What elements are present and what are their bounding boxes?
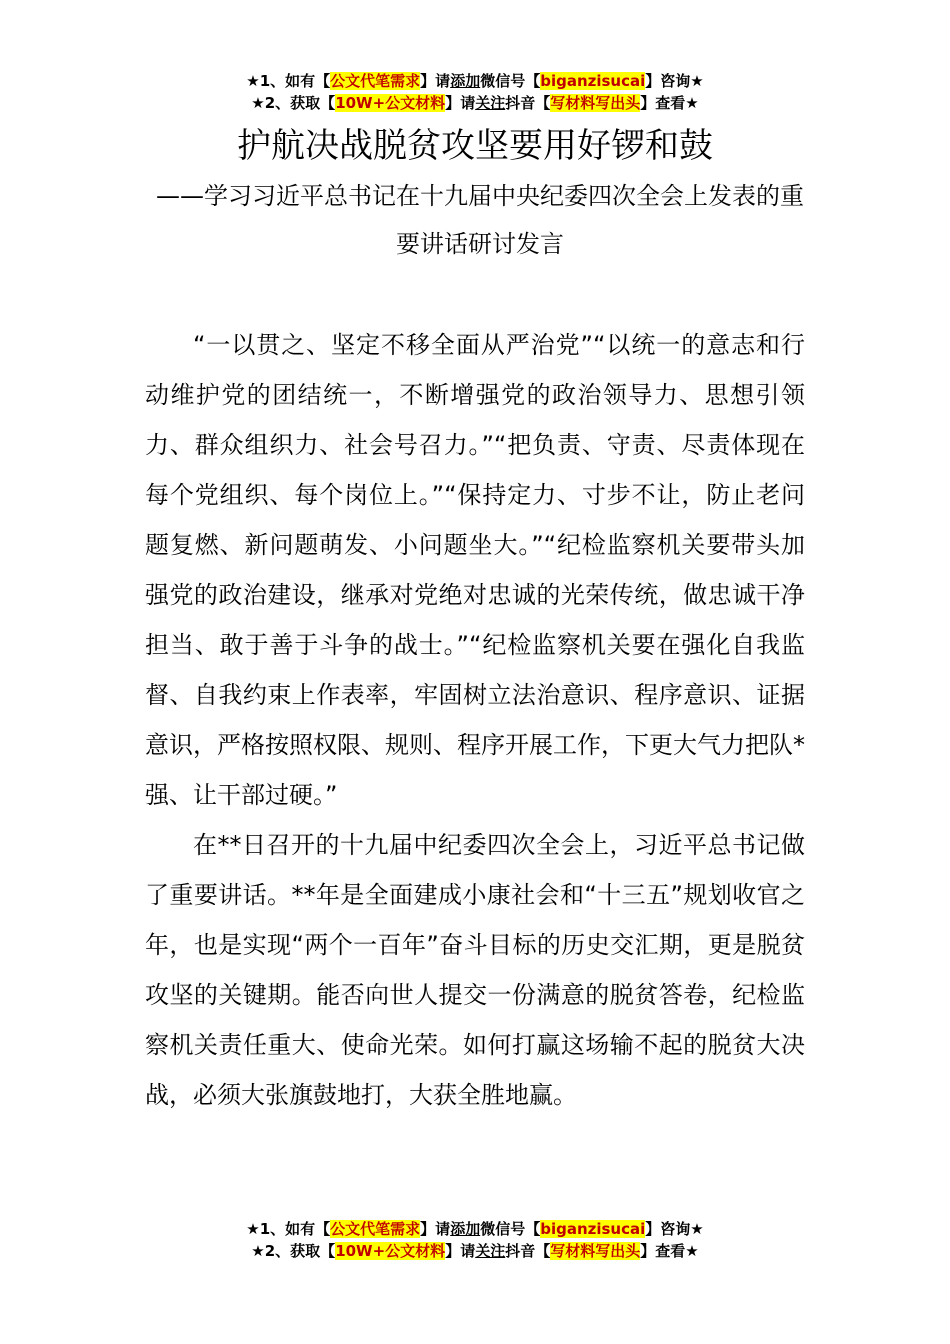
promo-line-2: ★2、获取【10W+公文材料】请关注抖音【写材料写出头】查看★: [251, 94, 699, 112]
service-highlight: 公文代笔需求: [330, 1220, 421, 1238]
douyin-id-highlight: 写材料写出头: [550, 94, 641, 112]
body-paragraph-1: “一以贯之、坚定不移全面从严治党”“以统一的意志和行动维护党的团结统一，不断增强党的政治领导力、思想引领力、群众组织力、社会号召力。”“把负责、守责、尽责体现在每个党组织、每个岗位上。”“保持定力、寸步不让，防止老问题复燃、新问题萌发、小问题坐大。”“纪检监察机关要带头加强党的政治建设，继承对党绝对忠诚的光荣传统，做忠诚干净担当、敢于善于斗争的战士。”“纪检监察机关要在强化自我监督、自我约束上作表率，牢固树立法治意识、程序意识、证据意识，严格按照权限、规则、程序开展工作，下更大气力把队*强、让干部过硬。”: [145, 331, 805, 809]
footer-promo-banner: [0, 1218, 950, 1262]
wechat-id-highlight: biganzisucai: [540, 72, 646, 90]
document-body: [145, 320, 805, 1120]
douyin-id-highlight: 写材料写出头: [550, 1242, 641, 1260]
promo-line-1: ★1、如有【公文代笔需求】请添加微信号【biganzisucai】咨询★: [246, 72, 704, 90]
header-promo-banner: [0, 70, 950, 114]
body-paragraph-2: 在**日召开的十九届中纪委四次全会上，习近平总书记做了重要讲话。**年是全面建成小康社会和“十三五”规划收官之年，也是实现“两个一百年”奋斗目标的历史交汇期，更是脱贫攻坚的关键期。能否向世人提交一份满意的脱贫答卷，纪检监察机关责任重大、使命光荣。如何打赢这场输不起的脱贫大决战，必须大张旗鼓地打，大获全胜地赢。: [145, 831, 805, 1109]
service-highlight: 公文代笔需求: [330, 72, 421, 90]
promo-line-2: ★2、获取【10W+公文材料】请关注抖音【写材料写出头】查看★: [251, 1242, 699, 1260]
materials-highlight: 10W+公文材料: [335, 1242, 446, 1260]
materials-highlight: 10W+公文材料: [335, 94, 446, 112]
promo-line-1: ★1、如有【公文代笔需求】请添加微信号【biganzisucai】咨询★: [246, 1220, 704, 1238]
document-title: 护航决战脱贫攻坚要用好锣和鼓: [237, 126, 713, 166]
wechat-id-highlight: biganzisucai: [540, 1220, 646, 1238]
document-subtitle: ——学习习近平总书记在十九届中央纪委四次全会上发表的重要讲话研讨发言: [156, 182, 804, 258]
